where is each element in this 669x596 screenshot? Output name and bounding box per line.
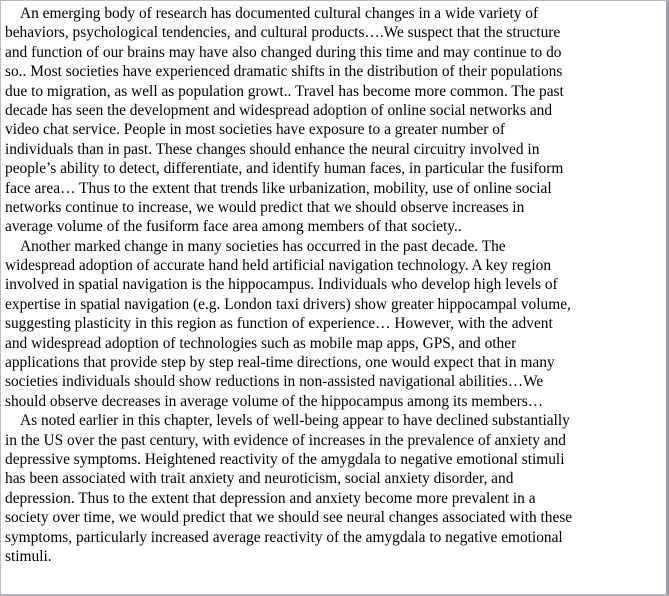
paragraph-2-line: suggesting plasticity in this region as function of experience… However, with the advent: [5, 315, 553, 333]
paragraph-2-line: and widespread adoption of technologies such as mobile map apps, GPS, and other: [5, 334, 517, 352]
paragraph-1-line: decade has seen the development and widespread adoption of online social networks and: [5, 101, 553, 119]
paragraph-2-line: applications that provide step by step real-time directions, one would expect that in many: [5, 354, 555, 372]
paragraph-2-line: should observe decreases in average volume of the hippocampus among its members…: [5, 392, 544, 410]
paragraph-1-line: An emerging body of research has documented cultural changes in a wide variety of: [20, 5, 539, 22]
paragraph-3-line: in the US over the past century, with evidence of increases in the prevalence of anxiety and: [5, 431, 566, 449]
paragraph-2-line: societies individuals should show reductions in non-assisted navigational abilities…We: [5, 373, 544, 391]
paragraph-1-line: behaviors, psychological tendencies, and cultural products….We suspect that the structure: [5, 24, 561, 42]
paragraph-1-line: average volume of the fusiform face area among members of that society..: [5, 218, 462, 236]
paragraph-2-line: involved in spatial navigation is the hippocampus. Individuals who develop high levels of: [5, 276, 558, 294]
paragraph-1-line: due to migration, as well as population growt.. Travel has become more common. The past: [5, 82, 564, 100]
paragraph-3-line: stimuli.: [5, 547, 52, 565]
paragraph-3-line: depression. Thus to the extent that depression and anxiety become more prevalent in a: [5, 489, 536, 507]
paragraph-3-line: depressive symptoms. Heightened reactivity of the amygdala to negative emotional stimuli: [5, 450, 565, 468]
paragraph-2-line: Another marked change in many societies has occurred in the past decade. The: [20, 237, 506, 255]
paragraph-1-line: people’s ability to detect, differentiate, and identify human faces, in particular the fusiform: [5, 160, 564, 178]
paragraph-2-line: expertise in spatial navigation (e.g. London taxi drivers) show greater hippocampal volume,: [5, 295, 571, 313]
paragraph-3-line: As noted earlier in this chapter, levels of well-being appear to have declined substantially: [20, 412, 570, 430]
paragraph-1-line: so.. Most societies have experienced dramatic shifts in the distribution of their populations: [5, 63, 563, 81]
paragraph-2-line: widespread adoption of accurate hand held artificial navigation technology. A key region: [5, 257, 552, 275]
document-body: [5, 4, 665, 566]
paragraph-1-line: individuals than in past. These changes should enhance the neural circuitry involved in: [5, 140, 540, 158]
paragraph-1-line: face area… Thus to the extent that trends like urbanization, mobility, use of online social: [5, 179, 552, 197]
paragraph-1-line: and function of our brains may have also changed during this time and may continue to do: [5, 43, 562, 61]
paragraph-1-line: video chat service. People in most societies have exposure to a greater number of: [5, 121, 506, 139]
paragraph-3-line: has been associated with trait anxiety and neuroticism, social anxiety disorder, and: [5, 470, 514, 488]
paragraph-1-line: networks continue to increase, we would predict that we should observe increases in: [5, 198, 525, 216]
paragraph-3-line: society over time, we would predict that we should see neural changes associated with these: [5, 509, 573, 527]
paragraph-3-line: symptoms, particularly increased average reactivity of the amygdala to negative emotional: [5, 528, 563, 546]
